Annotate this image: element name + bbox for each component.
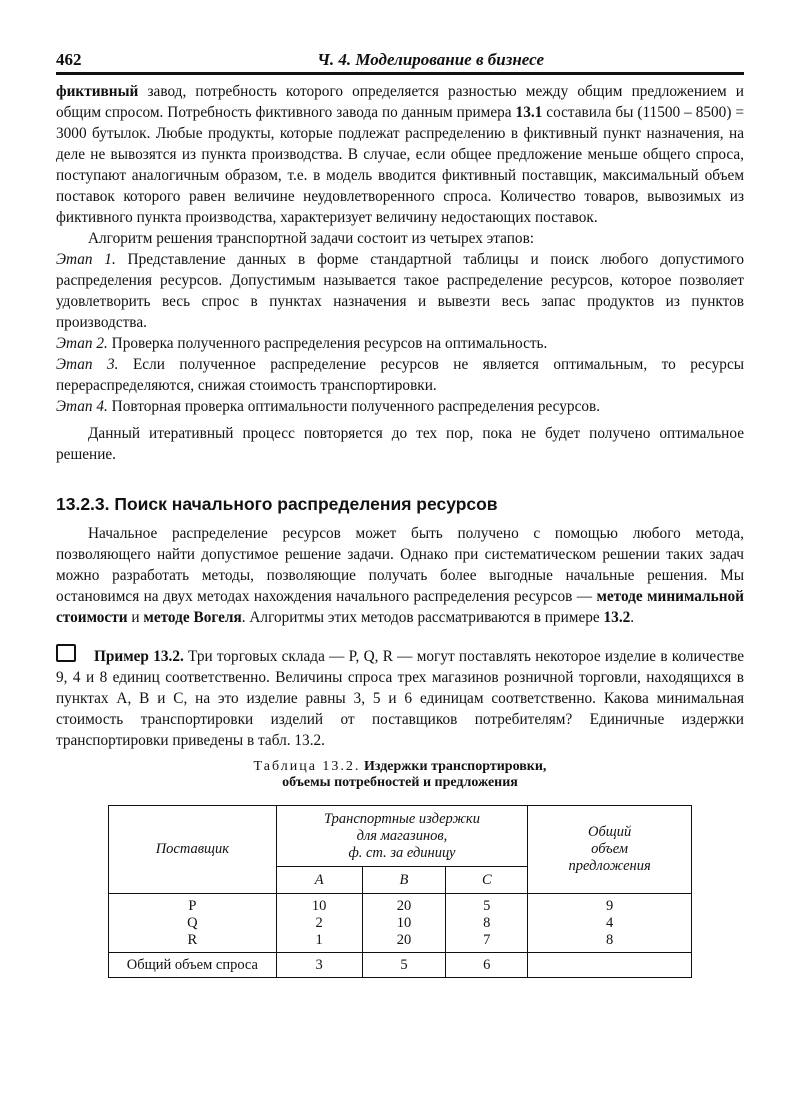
cost-value: 8 [483,914,491,931]
example-label: Пример 13.2. [94,648,184,665]
supplier-name: R [187,931,198,948]
table-demand-row [109,953,692,978]
stage-3 [56,354,744,396]
term-fictive: фиктивный [56,83,139,100]
header-total-line: предложения [568,858,651,874]
cost-value: 5 [483,897,491,914]
stage-label: Этап 4. [56,398,108,415]
cost-value: 1 [315,931,323,948]
paragraph-text: . Алгоритмы этих методов рассматриваются в примере [241,609,604,626]
stage-1 [56,249,744,333]
table-caption-line1: Издержки транспортировки, [363,759,547,774]
cost-b-cell [362,894,446,953]
store-c: C [446,867,528,894]
page [56,46,744,978]
store-b: B [362,867,446,894]
demand-a: 3 [276,953,362,978]
example-box-icon [56,644,76,662]
supplier-cell [109,894,277,953]
method-vogel: методе Вогеля [143,609,242,626]
table-caption-label: Таблица 13.2. [253,759,361,774]
stage-2 [56,333,744,354]
supply-cell [528,894,692,953]
cost-c-cell [446,894,528,953]
page-header [56,46,744,75]
header-costs [276,806,528,867]
demand-empty [528,953,692,978]
paragraph-text: составила бы (11500 – 8500) = 3000 бутылок. Любые продукты, которые подлежат распределению в фиктивный пункт назначения, на деле не вывозятся из пункта производства. В случае, если общее предложение меньше общего спроса, поступают аналогичным образом, т.е. в модель вводится фиктивный поставщик, максимальный объем поставок которого равен величине неудовлетворенного спроса. Количество товаров, вывозимых из фиктивного пункта производства, характеризует величину недостающих поставок. [56,104,745,226]
table-header-row [109,806,692,867]
cost-a-cell [276,894,362,953]
header-costs-line: Транспортные издержки [323,810,480,827]
demand-label: Общий объем спроса [109,953,277,978]
paragraph-text: завод, потребность которого определяется разностью между общим предложением и общим спросом. Потребность фиктивного завода по данным примера [56,83,744,121]
cost-value: 20 [396,897,412,914]
example-ref: 13.2 [603,609,631,626]
paragraph-text: и [127,609,144,626]
paragraph-iterative: Данный итеративный процесс повторяется до тех пор, пока не будет получено оптимальное решение. [56,425,744,463]
header-total-line: Общий [588,824,632,840]
supply-value: 4 [605,914,614,931]
method-min-cost: методе минимальной стоимости [56,588,744,626]
stage-text: Повторная проверка оптимальности полученного распределения ресурсов. [107,398,601,415]
store-a: A [276,867,362,894]
header-costs-line: ф. ст. за единицу [348,844,456,861]
cost-value: 7 [483,931,491,948]
transport-table [108,805,692,978]
cost-value: 20 [396,931,412,948]
paragraph-text: Начальное распределение ресурсов может быть получено с помощью любого метода, позволяющего найти допустимое решение задачи. Однако при систематическом решении таких задач можно разработать методы, позволяющие получать более выгодные начальные решения. Мы остановимся на двух методах нахождения начального распределения ресурсов — [56,525,744,605]
demand-c: 6 [446,953,528,978]
paragraph-dummy-plant [56,81,744,228]
cost-value: 2 [315,914,323,931]
example-paragraph [56,644,744,751]
stage-4 [56,396,744,417]
demand-b: 5 [362,953,446,978]
example-text: Три торговых склада — P, Q, R — могут поставлять некоторое изделие в количестве 9, 4 и 8 единиц соответственно. Величины спроса трех магазинов розничной торговли, находящихся в пунктах A, B и C, на это изделие равны 3, 5 и 6 единицам соответственно. Какова минимальная стоимость транспортировки изделий от поставщиков потребителям? Единичные издержки транспортировки приведены в табл. 13.2. [56,648,744,749]
supplier-name: P [188,897,197,914]
stage-text: Проверка полученного распределения ресурсов на оптимальность. [107,335,548,352]
stage-label: Этап 3. [56,356,119,373]
stage-text: Представление данных в форме стандартной таблицы и поиск любого допустимого распределения ресурсов. Допустимым называется такое распределение ресурсов, которое позволяет удовлетворить весь спрос в пунктах назначения и вывезти весь запас продуктов из пунктов производства. [56,251,745,331]
cost-value: 10 [311,897,327,914]
header-supplier: Поставщик [109,806,277,894]
header-costs-line: для магазинов, [356,827,448,844]
table-caption-line2: объемы потребностей и предложения [282,775,518,790]
header-total-line: объем [591,841,629,857]
cost-value: 10 [396,914,412,931]
section-title: 13.2.3. Поиск начального распределения ресурсов [56,494,498,514]
stage-text: Если полученное распределение ресурсов не является оптимальным, то ресурсы перераспределяются, снижая стоимость транспортировки. [56,356,745,394]
running-title: Ч. 4. Моделирование в бизнесе [317,50,544,69]
example-ref: 13.1 [515,104,543,121]
supplier-name: Q [187,914,198,931]
table-caption [56,759,744,791]
paragraph-algorithm-intro: Алгоритм решения транспортной задачи состоит из четырех этапов: [88,230,535,247]
stage-label: Этап 1. [56,251,116,268]
table-values-row [109,894,692,953]
paragraph-text: . [630,609,635,626]
paragraph-initial-distribution [56,523,744,628]
page-number: 462 [56,50,82,69]
supply-value: 8 [605,931,614,948]
header-total-supply [528,806,692,894]
stage-label: Этап 2. [56,335,108,352]
supply-value: 9 [605,897,614,914]
